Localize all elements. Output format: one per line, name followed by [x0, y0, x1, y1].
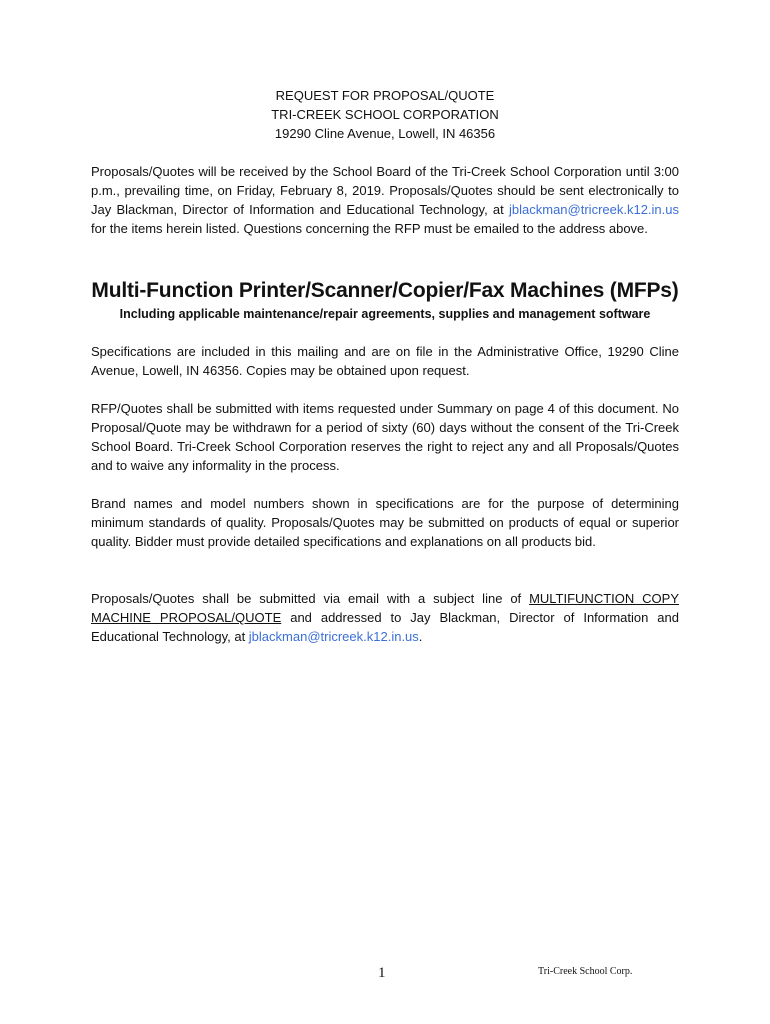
- rfp-terms-paragraph: RFP/Quotes shall be submitted with items requested under Summary on page 4 of this document. No Proposal/Quote may be withdrawn for a period of sixty (60) days without the consent of the Tri-Creek School Board. Tri-Creek School Corporation reserves the right to reject any and all Proposals/Quotes and to waive any informality in the process.: [91, 401, 679, 473]
- header-organization: TRI-CREEK SCHOOL CORPORATION: [271, 107, 499, 122]
- header-address: 19290 Cline Avenue, Lowell, IN 46356: [274, 126, 496, 141]
- intro-email-link[interactable]: jblackman@tricreek.k12.in.us: [509, 202, 679, 217]
- submission-paragraph: [91, 589, 679, 646]
- document-header: [0, 86, 770, 143]
- submission-text-after-subject: and addressed to Jay Blackman, Director of Information and Educational Technology, at: [91, 610, 679, 644]
- specifications-paragraph: Specifications are included in this mailing and are on file in the Administrative Office, 19290 Cline Avenue, Lowell, IN 46356. Copies may be obtained upon request.: [91, 344, 679, 378]
- submission-subject-line: MULTIFUNCTION COPY MACHINE PROPOSAL/QUOTE: [91, 591, 679, 625]
- sub-title: Including applicable maintenance/repair agreements, supplies and management software: [119, 307, 651, 321]
- footer-organization: Tri-Creek School Corp.: [538, 966, 633, 977]
- page-number: 1: [378, 965, 386, 981]
- submission-email-link[interactable]: jblackman@tricreek.k12.in.us: [248, 629, 419, 644]
- intro-text-before-email: Proposals/Quotes will be received by the School Board of the Tri-Creek School Corporation until 3:00 p.m., prevailing time, on Friday, February 8, 2019. Proposals/Quotes should be sent electronically to Jay Blackman, Director of Information and Educational Technology, at: [91, 164, 679, 217]
- submission-text-end: .: [418, 629, 423, 644]
- submission-text-before-subject: Proposals/Quotes shall be submitted via email with a subject line of: [91, 591, 530, 606]
- intro-paragraph: [91, 162, 679, 238]
- header-request-title: REQUEST FOR PROPOSAL/QUOTE: [275, 88, 495, 103]
- intro-text-after-email: for the items herein listed. Questions concerning the RFP must be emailed to the address above.: [91, 221, 648, 236]
- main-title: Multi-Function Printer/Scanner/Copier/Fax Machines (MFPs): [91, 279, 679, 302]
- brand-names-paragraph: Brand names and model numbers shown in specifications are for the purpose of determining minimum standards of quality. Proposals/Quotes may be submitted on products of equal or superior quality. Bidder must provide detailed specifications and explanations on all products bid.: [91, 496, 679, 549]
